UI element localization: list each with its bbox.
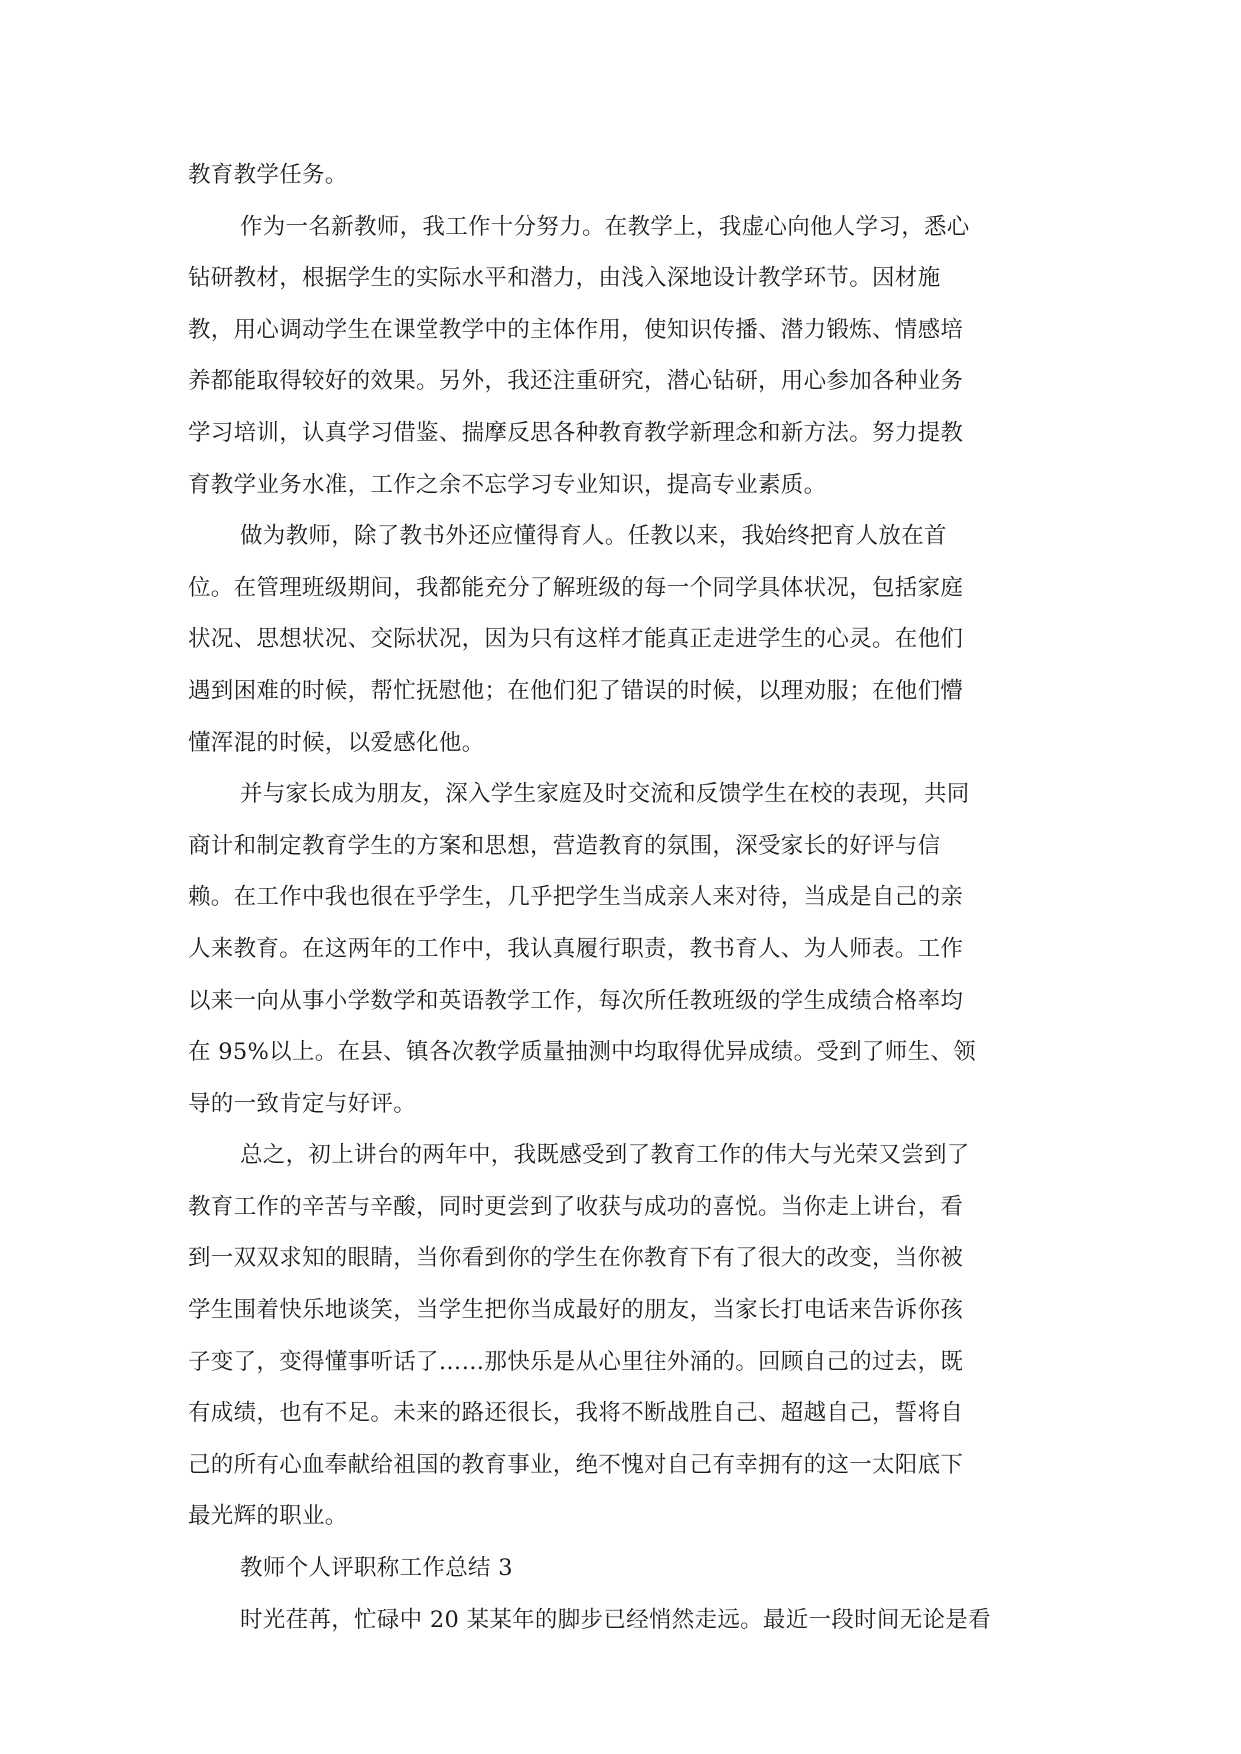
text-line: 教育工作的辛苦与辛酸，同时更尝到了收获与成功的喜悦。当你走上讲台，看 [188,1193,964,1220]
text-line: 以来一向从事小学数学和英语教学工作，每次所任教班级的学生成绩合格率均 [188,987,964,1014]
text-line: 时光荏苒，忙碌中 20 某某年的脚步已经悄然走远。最近一段时间无论是看 [240,1606,991,1633]
text-line: 导的一致肯定与好评。 [188,1090,417,1117]
text-line: 养都能取得较好的效果。另外，我还注重研究，潜心钻研，用心参加各种业务 [188,368,964,395]
text-line: 并与家长成为朋友，深入学生家庭及时交流和反馈学生在校的表现，共同 [240,781,970,808]
text-line: 学习培训，认真学习借鉴、揣摩反思各种教育教学新理念和新方法。努力提教 [188,419,964,446]
text-line: 赖。在工作中我也很在乎学生，几乎把学生当成亲人来对待，当成是自己的亲 [188,884,964,911]
text-line: 做为教师，除了教书外还应懂得育人。任教以来，我始终把育人放在首 [240,523,947,550]
document-body [188,150,1058,1646]
text-line: 最光辉的职业。 [188,1503,348,1530]
text-line: 学生围着快乐地谈笑，当学生把你当成最好的朋友，当家长打电话来告诉你孩 [188,1297,964,1324]
text-line: 育教学业务水准，工作之余不忘学习专业知识，提高专业素质。 [188,471,827,498]
text-line: 位。在管理班级期间，我都能充分了解班级的每一个同学具体状况，包括家庭 [188,574,964,601]
text-line: 教，用心调动学生在课堂教学中的主体作用，使知识传播、潜力锻炼、情感培 [188,316,964,343]
text-line: 遇到困难的时候，帮忙抚慰他；在他们犯了错误的时候，以理劝服；在他们懵 [188,677,964,704]
text-line: 在 95%以上。在县、镇各次教学质量抽测中均取得优异成绩。受到了师生、领 [188,1039,976,1066]
text-line: 有成绩，也有不足。未来的路还很长，我将不断战胜自己、超越自己，誓将自 [188,1400,964,1427]
text-line: 商计和制定教育学生的方案和思想，营造教育的氛围，深受家长的好评与信 [188,832,941,859]
text-line: 己的所有心血奉献给祖国的教育事业，绝不愧对自己有幸拥有的这一太阳底下 [188,1451,964,1478]
text-line: 状况、思想状况、交际状况，因为只有这样才能真正走进学生的心灵。在他们 [188,626,964,653]
text-line: 钻研教材，根据学生的实际水平和潜力，由浅入深地设计教学环节。因材施 [188,265,941,292]
text-line: 子变了，变得懂事听话了……那快乐是从心里往外涌的。回顾自己的过去，既 [188,1348,964,1375]
text-line: 教师个人评职称工作总结 3 [240,1555,513,1582]
text-line: 教育教学任务。 [188,162,348,188]
text-line: 作为一名新教师，我工作十分努力。在教学上，我虚心向他人学习，悉心 [240,213,970,240]
text-line: 人来教育。在这两年的工作中，我认真履行职责，教书育人、为人师表。工作 [188,935,964,962]
text-line: 到一双双求知的眼睛，当你看到你的学生在你教育下有了很大的改变，当你被 [188,1245,964,1272]
text-line: 懂浑混的时候，以爱感化他。 [188,729,485,756]
text-line: 总之，初上讲台的两年中，我既感受到了教育工作的伟大与光荣又尝到了 [240,1142,970,1169]
